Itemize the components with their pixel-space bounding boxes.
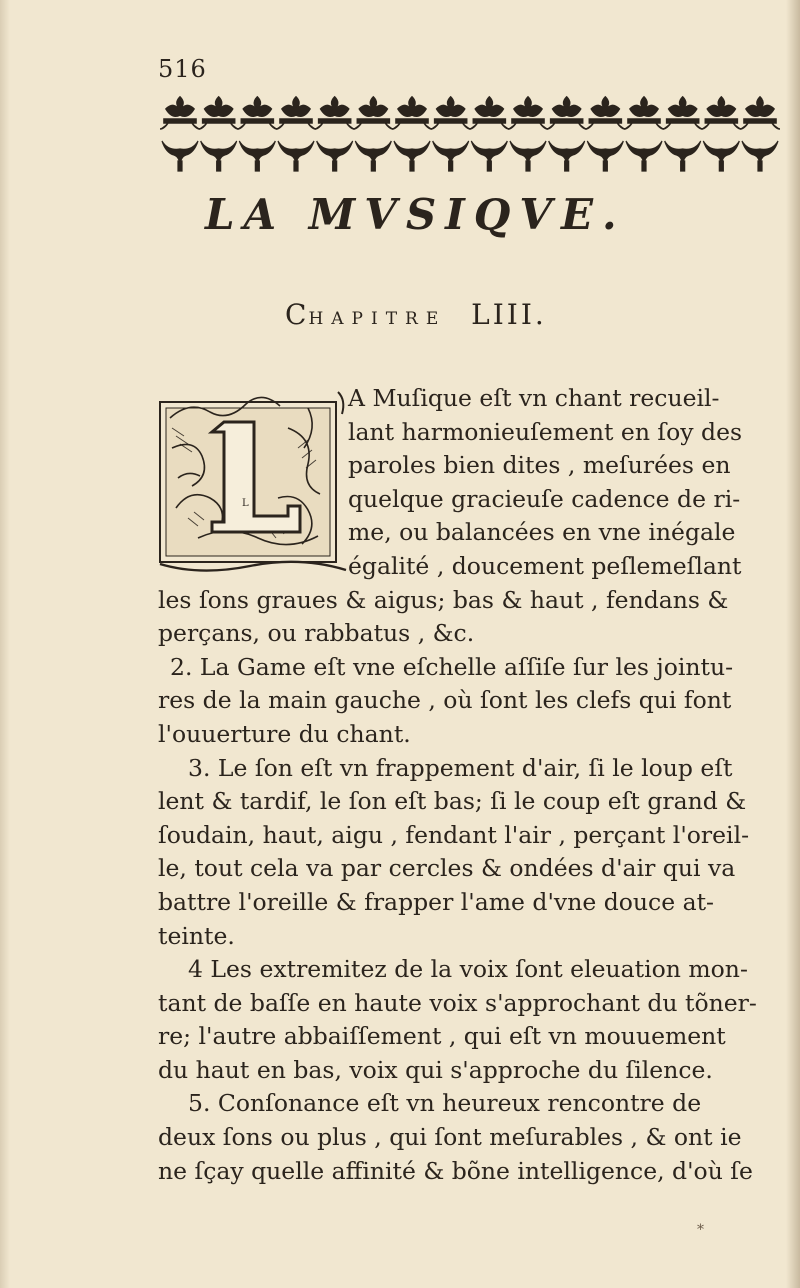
fleuron-ornament <box>469 97 509 129</box>
fleuron-ornament <box>742 141 778 171</box>
chapter-first-letter: C <box>285 298 309 331</box>
fleuron-ornament <box>740 97 780 129</box>
text-line: paroles bien dites , meſurées en <box>348 451 731 480</box>
fleuron-ornament <box>508 97 548 129</box>
text-line: deux ſons ou plus , qui ſont meſurables , & ont ie <box>158 1123 742 1152</box>
chapter-heading <box>285 298 547 331</box>
fleuron-ornament <box>471 141 507 171</box>
text-line: res de la main gauche , où ſont les clefs qui font <box>158 686 732 715</box>
text-line: battre l'oreille & frapper l'ame d'vne douce at- <box>158 887 714 916</box>
fleuron-ornament <box>433 141 469 171</box>
fleuron-ornament <box>201 141 237 171</box>
text-line: lent & tardif, le ſon eſt bas; ſi le coup eſt grand & <box>158 787 747 816</box>
fleuron-ornament <box>547 97 587 129</box>
text-line: le, tout cela va par cercles & ondées d'air qui va <box>158 854 736 883</box>
fleuron-ornament <box>239 141 275 171</box>
fleuron-ornament <box>199 97 239 129</box>
fleuron-ornament <box>626 141 662 171</box>
fleuron-ornament <box>549 141 585 171</box>
page-edge-right <box>786 0 800 1288</box>
text-line: 2. La Game eſt vne eſchelle aſſiſe ſur les jointu- <box>170 652 734 681</box>
fleuron-ornament <box>276 97 316 129</box>
fleuron-ornament <box>315 97 355 129</box>
text-line: ſoudain, haut, aigu , fendant l'air , perçant l'oreil- <box>158 820 750 849</box>
text-line: quelque gracieuſe cadence de ri- <box>348 484 741 513</box>
fleuron-ornament <box>665 141 701 171</box>
fleuron-ornament <box>663 97 703 129</box>
fleuron-ornament <box>162 141 198 171</box>
ornament-row-bottom <box>160 135 780 175</box>
page-title: LA MVSIQVE. <box>205 190 626 239</box>
text-line: lant harmonieuſement en ſoy des <box>348 417 743 446</box>
text-line: 3. Le ſon eſt vn frappement d'air, ſi le loup eſt <box>188 753 733 782</box>
text-line: les ſons graues & aigus; bas & haut , fendans & <box>158 585 729 614</box>
text-line: re; l'autre abbaiſſement , qui eſt vn mouuement <box>158 1022 726 1051</box>
fleuron-ornament <box>392 97 432 129</box>
fleuron-ornament <box>237 97 277 129</box>
fleuron-ornament <box>353 97 393 129</box>
dropcap-letter: L <box>242 498 249 509</box>
fleuron-ornament <box>431 97 471 129</box>
chapter-word: HAPITRE <box>308 309 447 329</box>
text-line: ne ſçay quelle affinité & bõne intelligence, d'où ſe <box>158 1156 753 1185</box>
text-line: teinte. <box>158 921 235 950</box>
text-line: A Muſique eſt vn chant recueil- <box>348 384 720 412</box>
chapter-numeral: LIII. <box>471 298 547 331</box>
text-line: 4 Les extremitez de la voix ſont eleuation mon- <box>188 955 748 984</box>
text-line: égalité , doucement peſlemeſlant <box>348 551 742 580</box>
fleuron-ornament <box>703 141 739 171</box>
text-line: l'ouuerture du chant. <box>158 719 411 748</box>
text-line: perçans, ou rabbatus , &c. <box>158 619 475 648</box>
signature-mark: * <box>697 1222 704 1238</box>
fleuron-ornament <box>585 97 625 129</box>
fleuron-ornament <box>355 141 391 171</box>
fleuron-ornament <box>160 97 200 129</box>
fleuron-ornament <box>701 97 741 129</box>
text-line: du haut en bas, voix qui s'approche du ſilence. <box>158 1055 713 1084</box>
fleuron-ornament <box>317 141 353 171</box>
fleuron-ornament <box>510 141 546 171</box>
page-edge-left <box>0 0 10 1288</box>
fleuron-ornament <box>624 97 664 129</box>
fleuron-ornament <box>587 141 623 171</box>
fleuron-ornament <box>394 141 430 171</box>
page-number: 516 <box>158 55 207 83</box>
text-line: tant de baſſe en haute voix s'approchant du tõner- <box>158 988 757 1017</box>
ornament-row-top <box>160 93 780 133</box>
fleuron-ornament <box>278 141 314 171</box>
body-text <box>158 382 783 1188</box>
text-line: 5. Conſonance eſt vn heureux rencontre de <box>188 1089 702 1118</box>
text-line: me, ou balancées en vne inégale <box>348 518 736 547</box>
